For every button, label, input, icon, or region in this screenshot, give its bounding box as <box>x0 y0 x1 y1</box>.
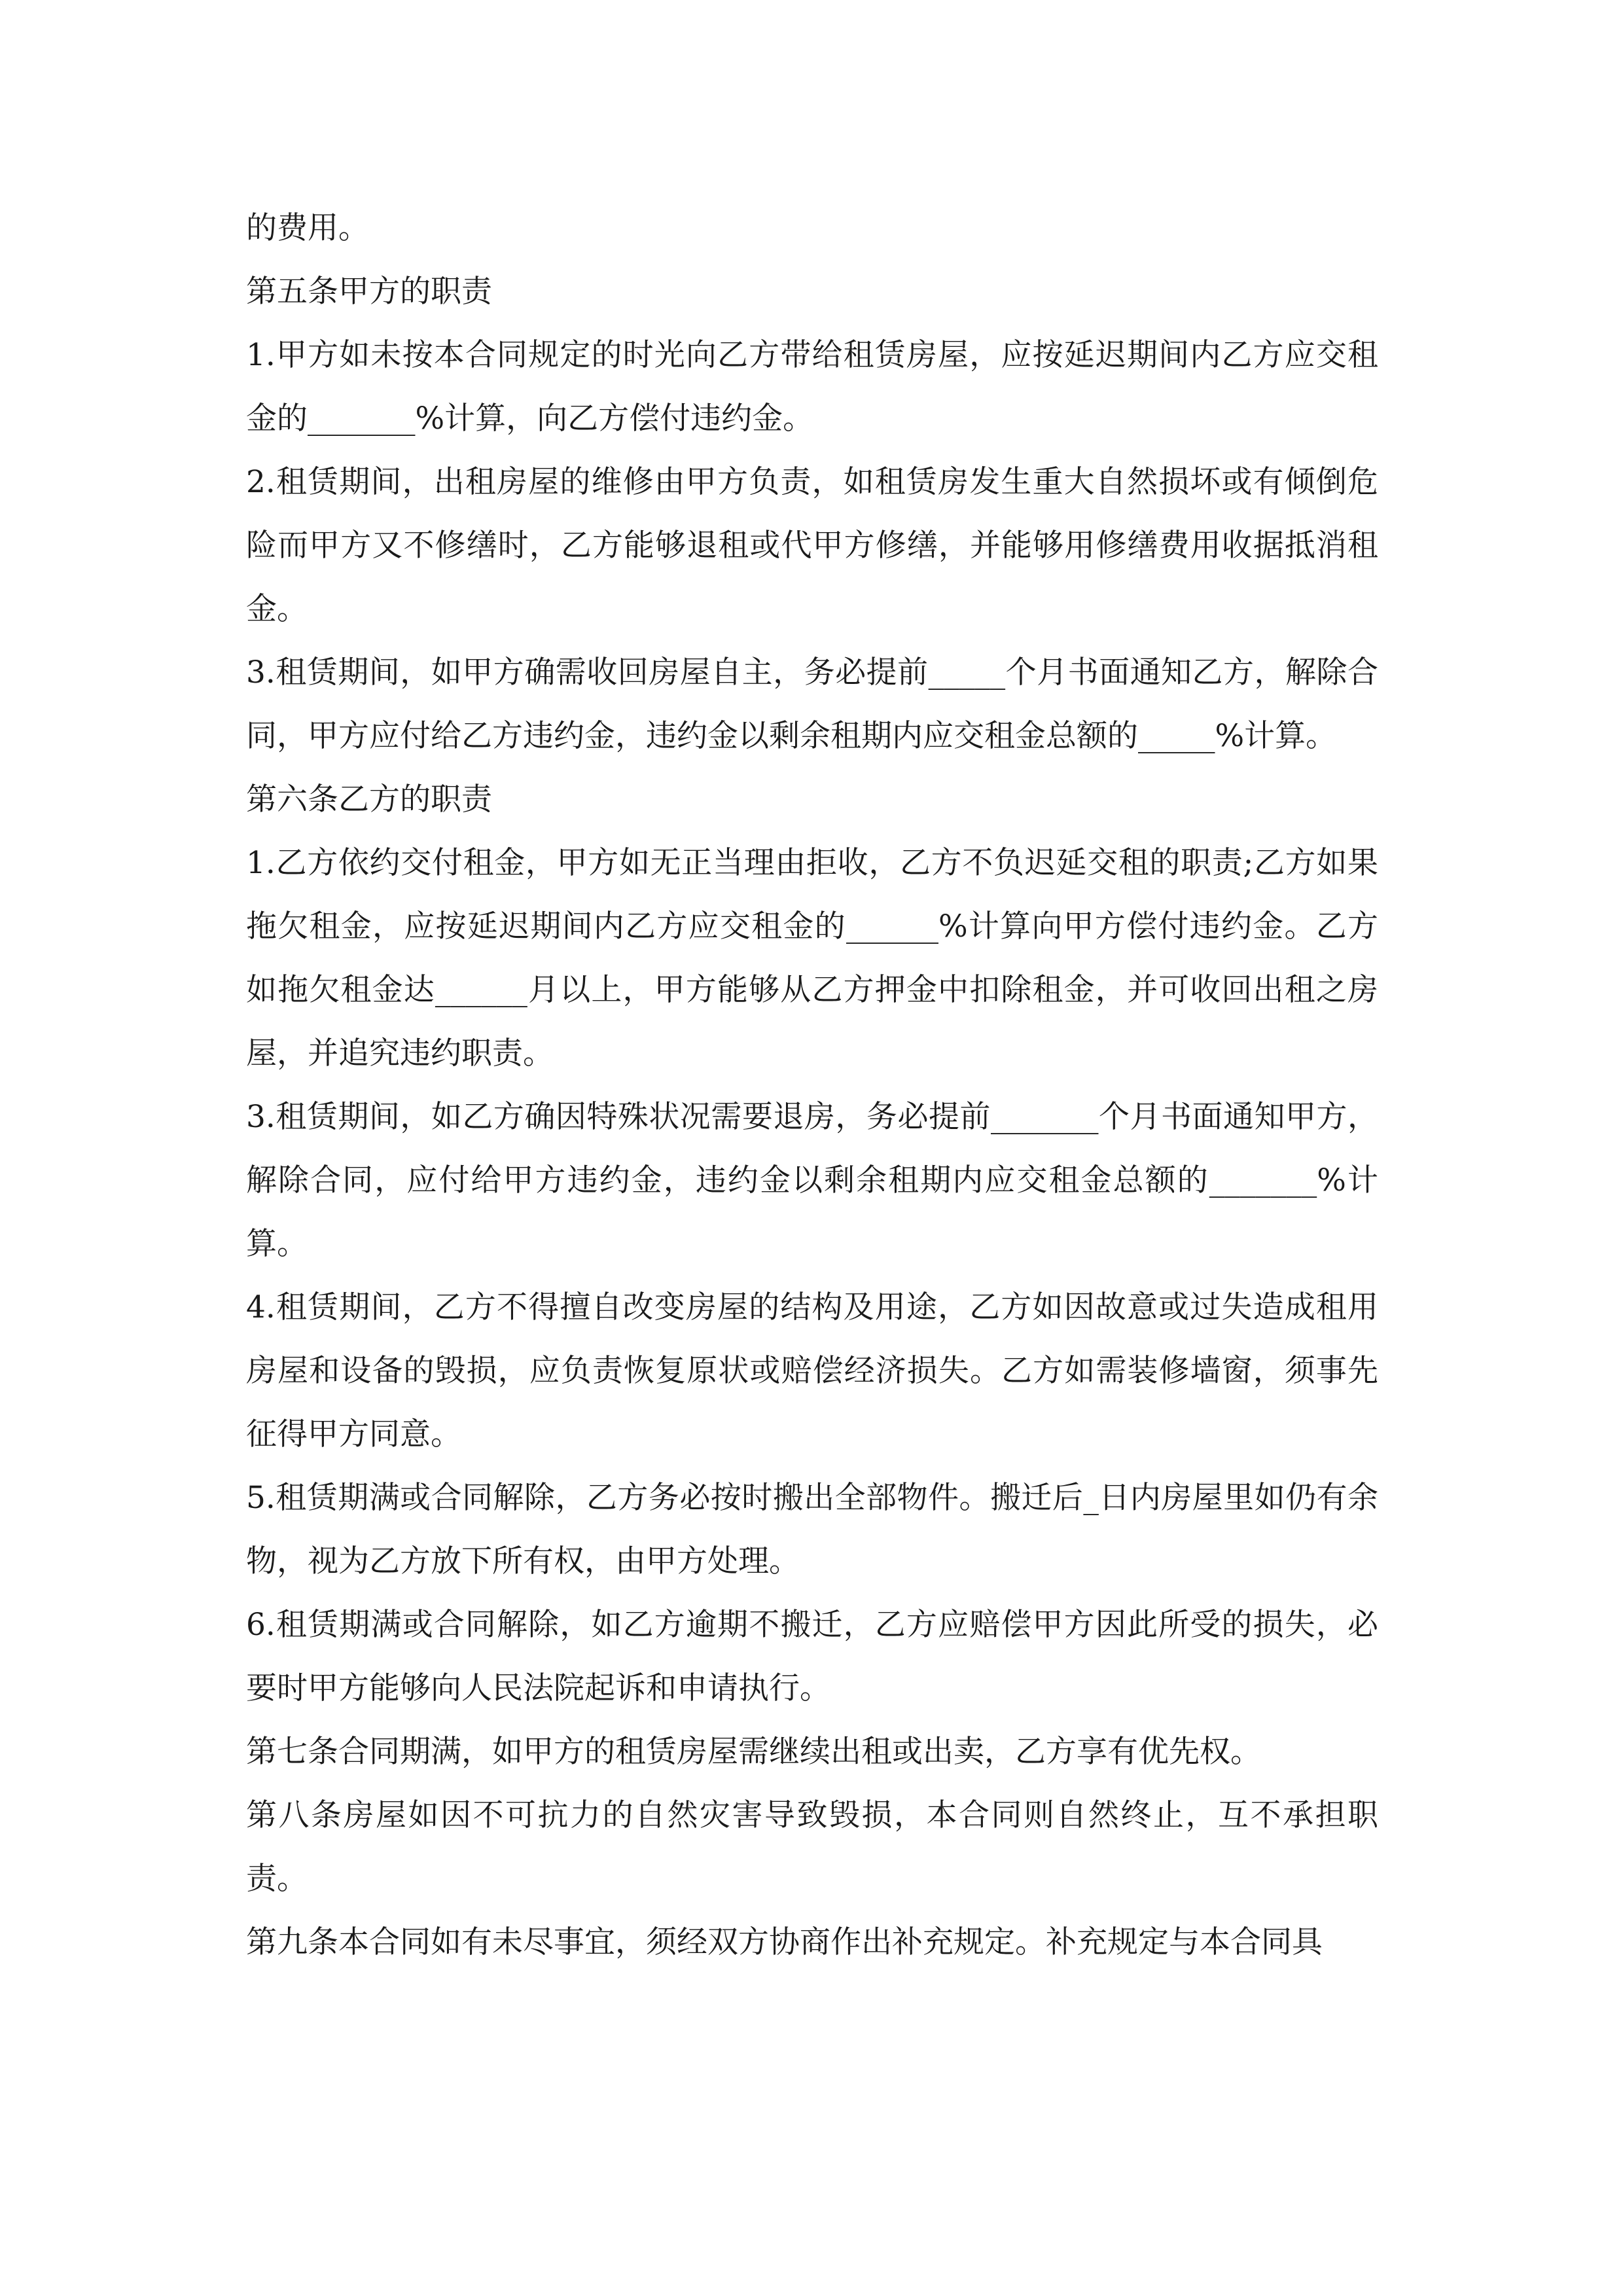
paragraph-article-5-item-3: 3.租赁期间，如甲方确需收回房屋自主，务必提前_____个月书面通知乙方，解除合同，甲方应付给乙方违约金，违约金以剩余租期内应交租金总额的_____%计算。 <box>246 655 1378 754</box>
paragraph-article-6-item-5: 5.租赁期满或合同解除，乙方务必按时搬出全部物件。搬迁后_日内房屋里如仍有余物，视为乙方放下所有权，由甲方处理。 <box>246 1480 1378 1579</box>
heading-article-5: 第五条甲方的职责 <box>246 274 492 310</box>
paragraph-article-5-item-2: 2.租赁期间，出租房屋的维修由甲方负责，如租赁房发生重大自然损坏或有倾倒危险而甲方又不修缮时，乙方能够退租或代甲方修缮，并能够用修缮费用收据抵消租金。 <box>246 464 1378 627</box>
paragraph-article-7: 第七条合同期满，如甲方的租赁房屋需继续出租或出卖，乙方享有优先权。 <box>246 1734 1261 1770</box>
paragraph-article-6-item-3: 3.租赁期间，如乙方确因特殊状况需要退房，务必提前_______个月书面通知甲方，解除合同，应付给甲方违约金，违约金以剩余租期内应交租金总额的_______%计算。 <box>246 1099 1378 1262</box>
heading-article-6: 第六条乙方的职责 <box>246 781 492 817</box>
paragraph-article-6-item-1: 1.乙方依约交付租金，甲方如无正当理由拒收，乙方不负迟延交租的职责;乙方如果拖欠租金，应按延迟期间内乙方应交租金的______%计算向甲方偿付违约金。乙方如拖欠租金达______月以上，甲方能够从乙方押金中扣除租金，并可收回出租之房屋，并追究违约职责。 <box>246 845 1378 1071</box>
paragraph-article-6-item-4: 4.租赁期间，乙方不得擅自改变房屋的结构及用途，乙方如因故意或过失造成租用房屋和设备的毁损，应负责恢复原状或赔偿经济损失。乙方如需装修墙窗，须事先征得甲方同意。 <box>246 1289 1378 1452</box>
paragraph-article-6-item-6: 6.租赁期满或合同解除，如乙方逾期不搬迁，乙方应赔偿甲方因此所受的损失，必要时甲方能够向人民法院起诉和申请执行。 <box>246 1607 1378 1706</box>
paragraph-article-9: 第九条本合同如有未尽事宜，须经双方协商作出补充规定。补充规定与本合同具 <box>246 1924 1323 1960</box>
paragraph-fee-end: 的费用。 <box>246 210 369 246</box>
paragraph-article-8: 第八条房屋如因不可抗力的自然灾害导致毁损，本合同则自然终止，互不承担职责。 <box>246 1797 1378 1897</box>
paragraph-article-5-item-1: 1.甲方如未按本合同规定的时光向乙方带给租赁房屋，应按延迟期间内乙方应交租金的_______%计算，向乙方偿付违约金。 <box>246 337 1378 437</box>
document-body <box>246 196 1378 1974</box>
